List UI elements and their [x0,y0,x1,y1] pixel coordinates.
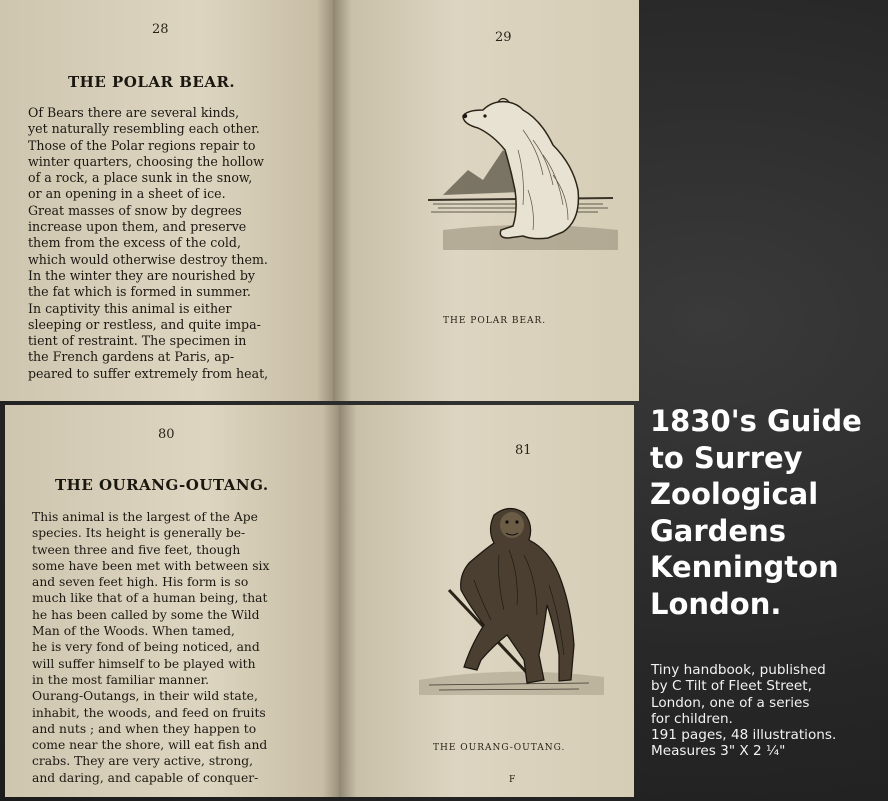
text-line: in the most familiar manner. [32,672,210,687]
chapter-heading: THE OURANG-OUTANG. [55,476,269,494]
text-line: which would otherwise destroy them. [28,251,268,267]
title-text [650,403,880,622]
description-text [651,662,881,760]
text-line: the fat which is formed in summer. [28,284,251,300]
illustration-caption: THE POLAR BEAR. [443,316,547,326]
description-line: Tiny handbook, published [651,662,826,678]
chapter-heading: THE POLAR BEAR. [68,73,236,91]
text-line: peared to suffer extremely from heat, [28,365,269,381]
body-text [32,509,269,786]
text-line: come near the shore, will eat fish and [32,738,268,753]
illustration-caption: THE OURANG-OUTANG. [433,743,566,753]
photo-ourang-outang-spread [5,405,634,797]
text-line: of a rock, a place sunk in the snow, [28,170,253,186]
text-line: them from the excess of the cold, [28,235,241,251]
text-line: and daring, and capable of conquer- [32,770,259,785]
text-line: This animal is the largest of the Ape [32,510,258,524]
text-line: or an opening in a sheet of ice. [28,186,226,202]
text-line: sleeping or restless, and quite impa- [28,316,261,332]
text-line: species. Its height is generally be- [32,526,246,541]
description-line: 191 pages, 48 illustrations. [651,727,837,744]
text-line: Man of the Woods. When tamed, [32,624,235,639]
text-line: tient of restraint. The specimen in [28,333,247,349]
page-28 [0,0,333,401]
text-line: In the winter they are nourished by [28,267,256,283]
text-line: will suffer himself to be played with [32,656,256,671]
text-line: inhabit, the woods, and feed on fruits [32,705,266,720]
title-line: 1830's Guide [650,404,862,438]
page-number: 80 [158,427,175,442]
description-line: London, one of a series [651,694,810,711]
orangutan-engraving [409,495,609,705]
title-line: to Surrey [650,440,803,475]
text-line: crabs. They are very active, strong, [32,754,254,769]
title-line: London. [650,586,782,621]
text-line: the French gardens at Paris, ap- [28,349,235,365]
title-line: Kennington [650,550,839,584]
text-line: Of Bears there are several kinds, [28,105,240,120]
text-line: and nuts ; and when they happen to [32,721,257,736]
page-80 [5,405,339,797]
body-text [28,105,268,382]
text-line: and seven feet high. His form is so [32,575,249,590]
title-line: Gardens [650,513,787,548]
title-line: Zoological [650,477,819,511]
text-line: yet naturally resembling each other. [28,121,260,137]
text-line: winter quarters, choosing the hollow [28,153,264,169]
page-81 [339,405,634,797]
photo-polar-bear-spread [0,0,639,401]
description-line: for children. [651,710,733,727]
text-line: In captivity this animal is either [28,300,232,316]
page-number: 28 [152,22,169,37]
text-line: tween three and five feet, though [32,542,241,557]
text-line: Ourang-Outangs, in their wild state, [32,689,258,704]
text-line: he is very fond of being noticed, and [32,640,260,655]
text-line: much like that of a human being, that [32,591,268,606]
polar-bear-engraving [423,80,623,260]
description-line: by C Tilt of Fleet Street, [651,678,812,695]
signature-mark: F [509,775,516,785]
description-line: Measures 3" X 2 ¼" [651,743,786,760]
text-line: increase upon them, and preserve [28,219,247,235]
page-number: 29 [495,30,512,45]
page-29 [333,0,639,401]
text-line: Those of the Polar regions repair to [28,137,256,153]
text-line: he has been called by some the Wild [32,607,260,622]
page-number: 81 [515,443,532,458]
text-line: Great masses of snow by degrees [28,202,242,218]
text-line: some have been met with between six [32,558,270,573]
